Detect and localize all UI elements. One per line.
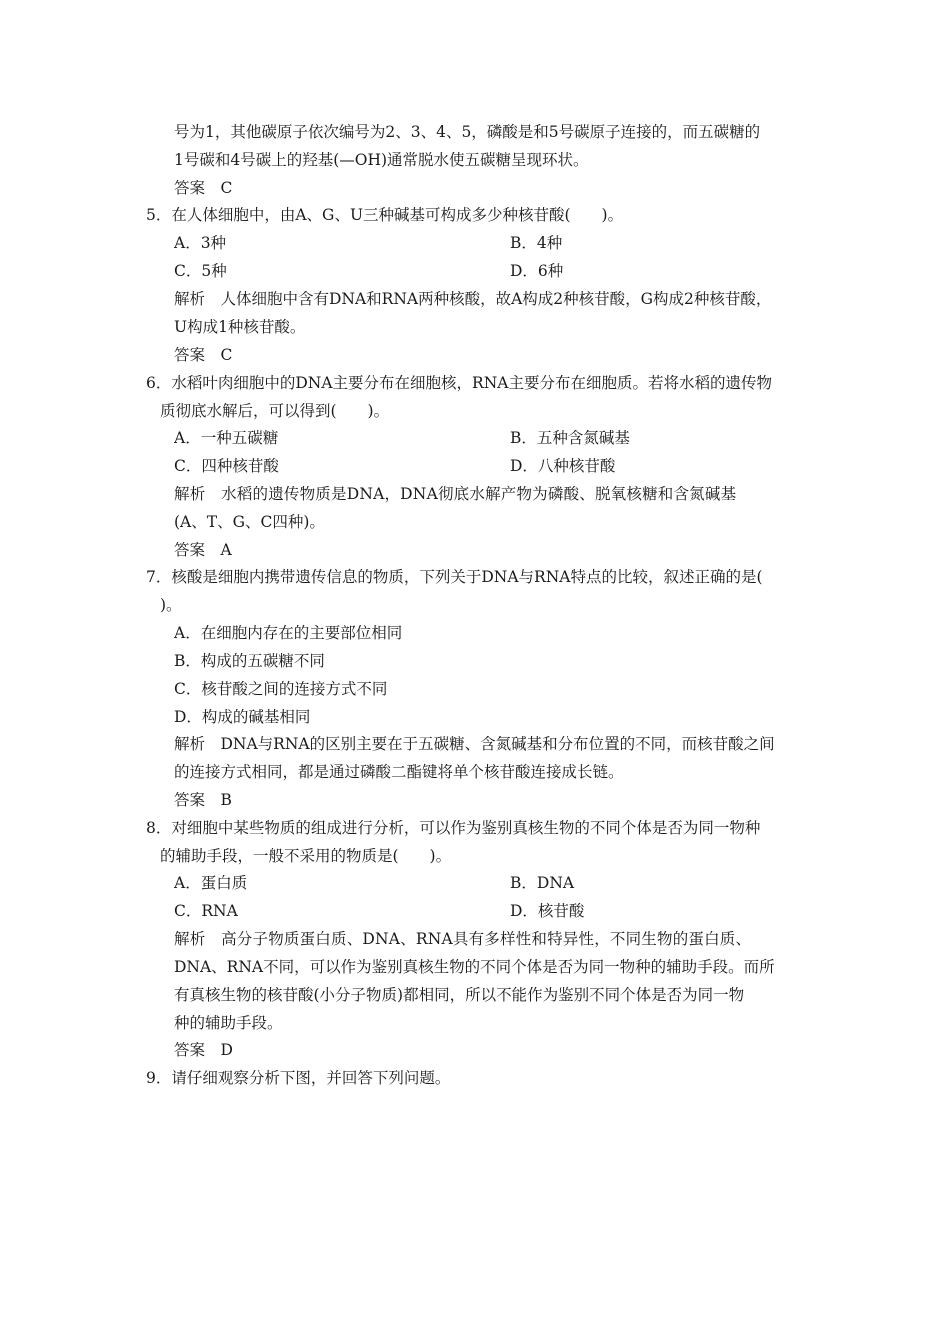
- q6-stem-line-2: 质彻底水解后，可以得到( )。: [160, 402, 390, 420]
- q8-option-b: B．DNA: [510, 874, 575, 892]
- q6-option-a: A．一种五碳糖: [174, 429, 279, 447]
- q5-option-b: B．4种: [510, 234, 563, 252]
- q5-answer: 答案 C: [174, 346, 233, 364]
- q8-stem-line-1: 8．对细胞中某些物质的组成进行分析，可以作为鉴别真核生物的不同个体是否为同一物种: [146, 819, 761, 837]
- q7-option-c: C．核苷酸之间的连接方式不同: [174, 680, 388, 698]
- q4-explanation-line-1: 号为1，其他碳原子依次编号为2、3、4、5，磷酸是和5号碳原子连接的，而五碳糖的: [174, 123, 761, 141]
- q7-option-b: B．构成的五碳糖不同: [174, 652, 325, 670]
- q5-explanation-line-1: 解析 人体细胞中含有DNA和RNA两种核酸，故A构成2种核苷酸，G构成2种核苷酸，: [174, 290, 772, 308]
- q8-explanation-line-3: 有真核生物的核苷酸(小分子物质)都相同，所以不能作为鉴别不同个体是否为同一物: [174, 986, 745, 1004]
- q7-option-a: A．在细胞内存在的主要部位相同: [174, 624, 403, 642]
- q5-explanation-line-2: U构成1种核苷酸。: [174, 318, 306, 336]
- q5-option-c: C．5种: [174, 262, 227, 280]
- q7-explanation-line-1: 解析 DNA与RNA的区别主要在于五碳糖、含氮碱基和分布位置的不同，而核苷酸之间: [174, 735, 775, 753]
- q8-option-a: A．蛋白质: [174, 874, 248, 892]
- q8-explanation-line-1: 解析 高分子物质蛋白质、DNA、RNA具有多样性和特异性，不同生物的蛋白质、: [174, 930, 752, 948]
- q6-stem-line-1: 6．水稻叶肉细胞中的DNA主要分布在细胞核，RNA主要分布在细胞质。若将水稻的遗传物: [146, 374, 772, 392]
- q8-explanation-line-2: DNA、RNA不同，可以作为鉴别真核生物的不同个体是否为同一物种的辅助手段。而所: [174, 958, 775, 976]
- q6-option-d: D．八种核苷酸: [510, 457, 616, 475]
- q7-stem-line-1: 7．核酸是细胞内携带遗传信息的物质，下列关于DNA与RNA特点的比较，叙述正确的是(: [146, 568, 763, 586]
- q8-stem-line-2: 的辅助手段，一般不采用的物质是( )。: [160, 847, 452, 865]
- q6-explanation-line-2: (A、T、G、C四种)。: [174, 513, 325, 531]
- q7-answer: 答案 B: [174, 791, 232, 809]
- q5-option-a: A．3种: [174, 234, 227, 252]
- q8-answer: 答案 D: [174, 1041, 233, 1059]
- q6-explanation-line-1: 解析 水稻的遗传物质是DNA，DNA彻底水解产物为磷酸、脱氧核糖和含氮碱基: [174, 485, 737, 503]
- q8-option-d: D．核苷酸: [510, 902, 585, 920]
- q5-stem: 5．在人体细胞中，由A、G、U三种碱基可构成多少种核苷酸( )。: [146, 206, 624, 224]
- q7-explanation-line-2: 的连接方式相同，都是通过磷酸二酯键将单个核苷酸连接成长链。: [174, 763, 624, 781]
- q7-stem-line-2: )。: [160, 596, 182, 614]
- q4-explanation-line-2: 1号碳和4号碳上的羟基(—OH)通常脱水使五碳糖呈现环状。: [174, 151, 589, 169]
- q5-option-d: D．6种: [510, 262, 564, 280]
- q8-option-c: C．RNA: [174, 902, 238, 920]
- q6-answer: 答案 A: [174, 541, 232, 559]
- q6-option-b: B．五种含氮碱基: [510, 429, 630, 447]
- q9-stem: 9．请仔细观察分析下图，并回答下列问题。: [146, 1069, 451, 1087]
- q4-answer: 答案 C: [174, 179, 233, 197]
- q7-option-d: D．构成的碱基相同: [174, 708, 311, 726]
- q6-option-c: C．四种核苷酸: [174, 457, 279, 475]
- q8-explanation-line-4: 种的辅助手段。: [174, 1014, 283, 1032]
